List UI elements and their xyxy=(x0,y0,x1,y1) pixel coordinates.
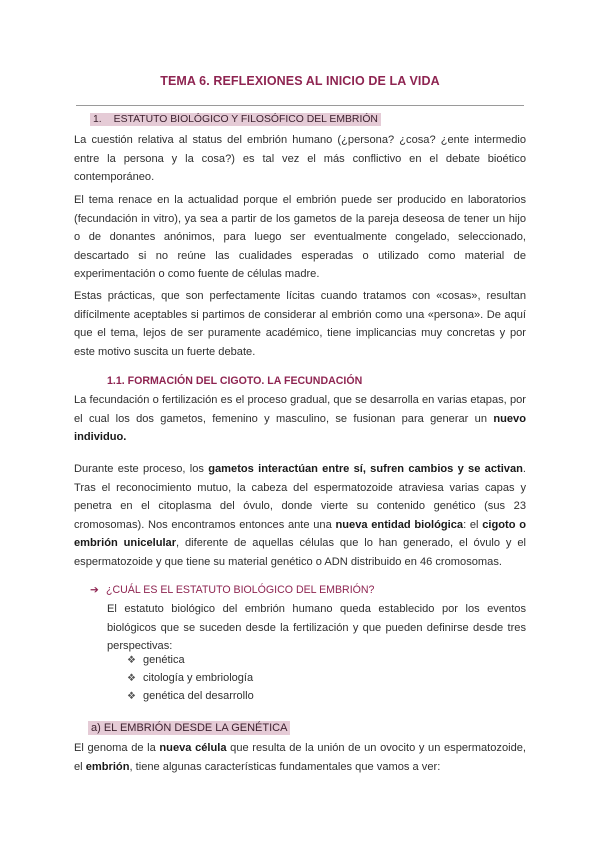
paragraph-3: Estas prácticas, que son perfectamente lícitas cuando tratamos con «cosas», resultan difícilmente aceptables si partimos de considerar al embrión como una «persona». De aquí que el tema, lejos de ser puramente académico, tiene implicancias muy concretas y por este motivo suscita un fuerte debate. xyxy=(74,290,526,358)
list-item: ❖ genética del desarrollo xyxy=(127,690,254,702)
question-heading xyxy=(90,584,374,596)
section-heading-1 xyxy=(90,114,381,125)
arrow-right-icon: ➔ xyxy=(90,584,99,596)
document-title: TEMA 6. REFLEXIONES AL INICIO DE LA VIDA xyxy=(160,74,440,88)
diamond-bullet-icon: ❖ xyxy=(127,691,136,702)
section-heading-highlight xyxy=(90,113,381,126)
paragraph-1: La cuestión relativa al status del embrión humano (¿persona? ¿cosa? ¿ente intermedio entre la persona y la cosa?) es tal vez el más conflictivo en el debate bioético contemporáneo. xyxy=(74,134,526,183)
paragraph-2: El tema renace en la actualidad porque el embrión puede ser producido en laboratorios (fecundación in vitro), ya sea a partir de los gametos de la pareja deseosa de tener un hijo o de donantes anónimos, para luego ser eventualmente congelado, seleccionado, descartado si no reúne las cualidades esperadas o utilizado como material de experimentación o como fuente de células madre. xyxy=(74,194,526,280)
list-item: ❖ genética xyxy=(127,654,185,666)
section-number: 1. xyxy=(93,114,102,125)
question-text: ¿CUÁL ES EL ESTATUTO BIOLÓGICO DEL EMBRIÓN? xyxy=(106,584,375,596)
paragraph-6: El genoma de la nueva célula que resulta de la unión de un ovocito y un espermatozoide, el embrión, tiene algunas características fundamentales que vamos a ver: xyxy=(74,742,526,773)
list-item: ❖ citología y embriología xyxy=(127,672,254,684)
title-divider xyxy=(76,105,524,106)
subsection-heading-a: a) EL EMBRIÓN DESDE LA GENÉTICA xyxy=(88,722,290,734)
paragraph-5: Durante este proceso, los gametos interactúan entre sí, sufren cambios y se activan. Tras el reconocimiento mutuo, la cabeza del espermatozoide atraviesa varias capas y penetra en el citoplasma del óvulo, donde vierte su contenido genético (sus 23 cromosomas). Nos encontramos entonces ante una nueva entidad biológica: el cigoto o embrión unicelular, diferente de aquellas células que lo han generado, el óvulo y el espermatozoide y que tiene su material genético o ADN distribuido en 46 cromosomas. xyxy=(74,463,526,568)
question-answer: El estatuto biológico del embrión humano queda establecido por los eventos biológicos que se suceden desde la fertilización y que pueden definirse desde tres perspectivas: xyxy=(107,603,526,652)
section-heading-text: ESTATUTO BIOLÓGICO Y FILOSÓFICO DEL EMBRIÓN xyxy=(113,114,378,125)
diamond-bullet-icon: ❖ xyxy=(127,673,136,684)
subsection-heading-1-1: 1.1. FORMACIÓN DEL CIGOTO. LA FECUNDACIÓN xyxy=(107,375,363,387)
diamond-bullet-icon: ❖ xyxy=(127,655,136,666)
paragraph-4: La fecundación o fertilización es el proceso gradual, que se desarrolla en varias etapas, por el cual los dos gametos, femenino y masculino, se fusionan para generar un nuevo individuo. xyxy=(74,394,526,443)
